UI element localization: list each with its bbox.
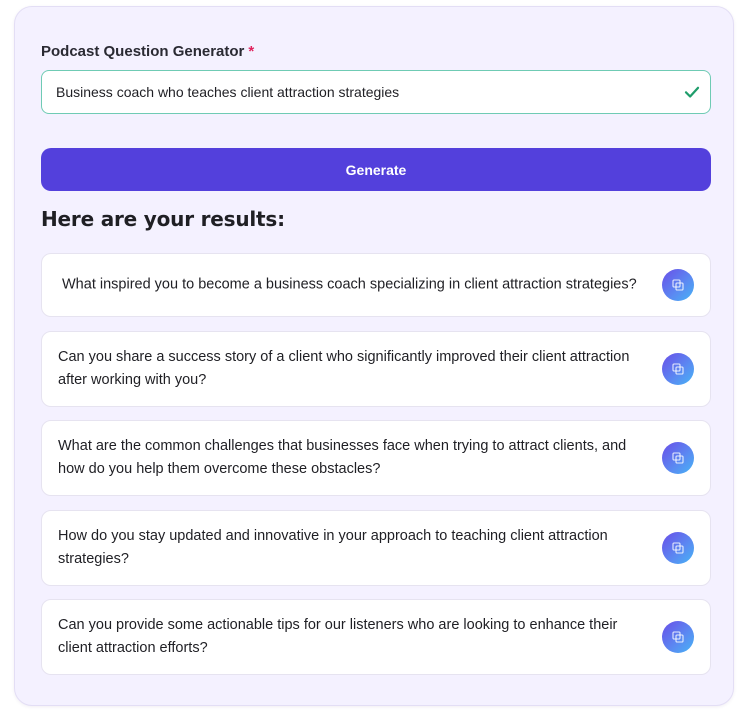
copy-icon	[672, 279, 684, 291]
copy-icon	[672, 542, 684, 554]
result-item	[41, 599, 711, 675]
result-item	[41, 331, 711, 407]
result-text: Can you share a success story of a client who significantly improved their client attraction after working with you?	[58, 349, 630, 388]
result-text: What inspired you to become a business coach specializing in client attraction strategies?	[62, 276, 637, 293]
copy-button[interactable]	[662, 532, 694, 564]
check-icon	[683, 83, 701, 101]
copy-icon	[672, 452, 684, 464]
result-item	[41, 510, 711, 586]
copy-icon	[672, 363, 684, 375]
copy-button[interactable]	[662, 353, 694, 385]
topic-input-wrapper	[41, 70, 711, 114]
result-text: How do you stay updated and innovative in your approach to teaching client attraction strategies?	[58, 528, 608, 567]
field-label	[41, 43, 254, 60]
copy-button[interactable]	[662, 442, 694, 474]
field-label-text: Podcast Question Generator	[41, 43, 245, 60]
result-text: Can you provide some actionable tips for our listeners who are looking to enhance their client attraction efforts?	[58, 617, 618, 656]
generator-panel	[14, 6, 734, 706]
copy-icon	[672, 631, 684, 643]
required-marker: *	[248, 43, 255, 60]
result-text: What are the common challenges that businesses face when trying to attract clients, and how do you help them overcome these obstacles?	[58, 438, 627, 477]
copy-button[interactable]	[662, 621, 694, 653]
results-title: Here are your results:	[41, 207, 285, 231]
result-item	[41, 253, 711, 317]
result-item	[41, 420, 711, 496]
copy-button[interactable]	[662, 269, 694, 301]
topic-input[interactable]	[42, 71, 662, 112]
generate-button[interactable]: Generate	[41, 148, 711, 191]
